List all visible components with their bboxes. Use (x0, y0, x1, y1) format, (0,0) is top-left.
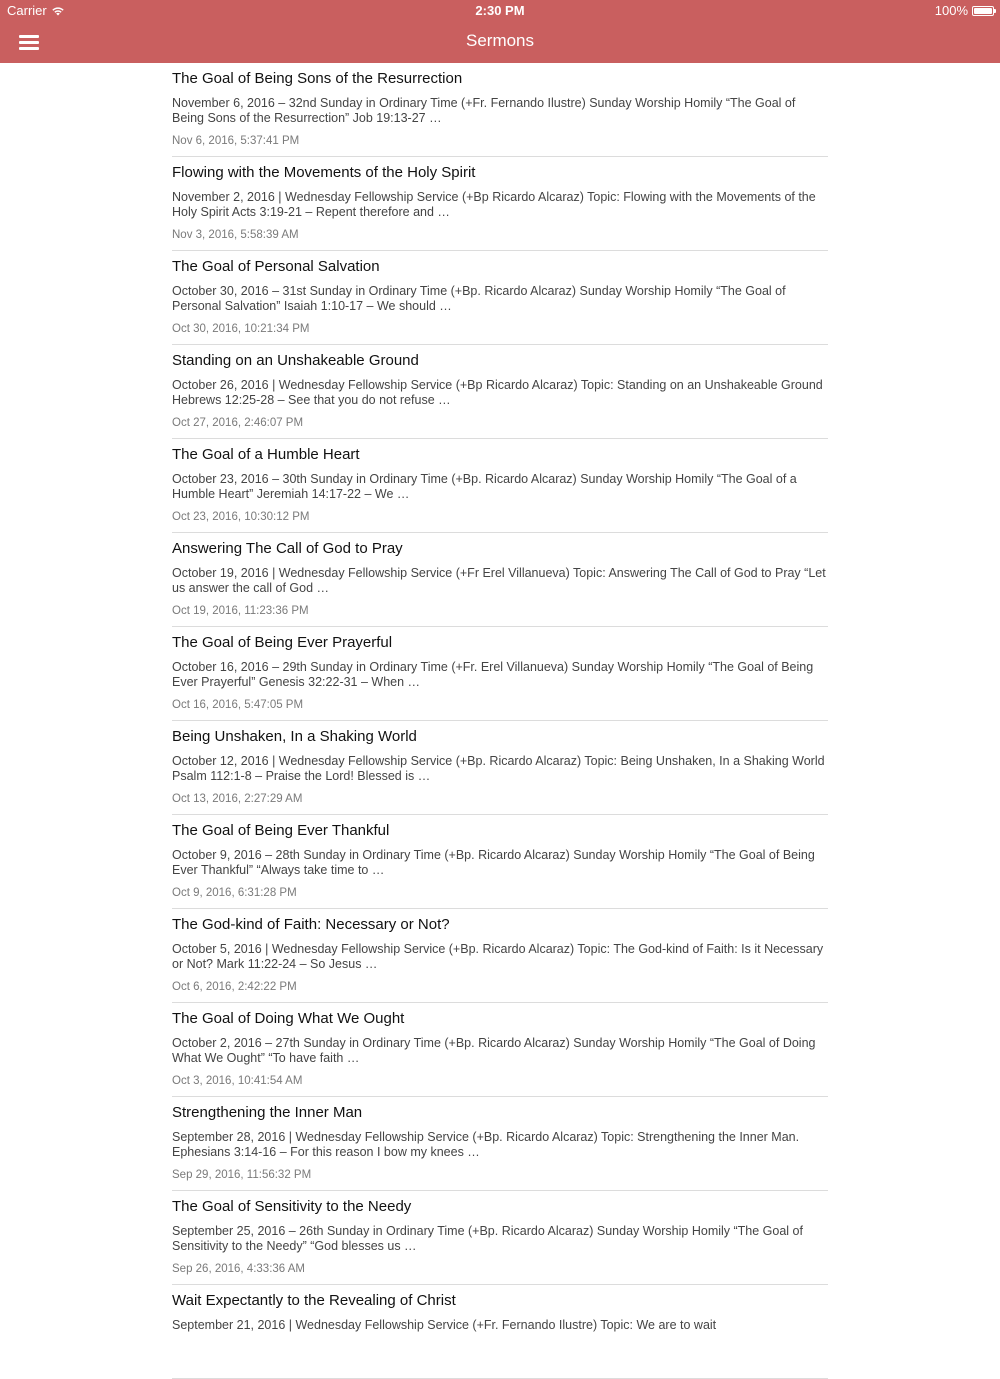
sermon-list-item[interactable] (172, 1003, 828, 1097)
sermon-list-item[interactable] (172, 627, 828, 721)
sermon-date: Oct 30, 2016, 10:21:34 PM (172, 323, 310, 335)
sermon-title: The Goal of Being Ever Prayerful (172, 634, 393, 651)
sermon-list-item[interactable] (172, 721, 828, 815)
sermon-date: Oct 19, 2016, 11:23:36 PM (172, 605, 309, 617)
sermon-list-item[interactable] (172, 157, 828, 251)
status-time: 2:30 PM (475, 3, 525, 18)
sermon-date: Nov 6, 2016, 5:37:41 PM (172, 135, 300, 147)
status-bar (0, 0, 1000, 20)
sermon-date: Sep 29, 2016, 11:56:32 PM (172, 1169, 312, 1181)
sermon-excerpt: October 19, 2016 | Wednesday Fellowship Service (+Fr Erel Villanueva) Topic: Answering The Call of God to Pray “Let us answer the call of God … (172, 566, 826, 595)
sermon-date: Oct 3, 2016, 10:41:54 AM (172, 1075, 303, 1087)
sermon-title: The Goal of Personal Salvation (172, 258, 380, 275)
sermon-excerpt: October 26, 2016 | Wednesday Fellowship Service (+Bp Ricardo Alcaraz) Topic: Standing on an Unshakeable Ground Hebrews 12:25-28 – See that you do not refuse … (172, 378, 823, 407)
sermon-excerpt: October 30, 2016 – 31st Sunday in Ordinary Time (+Bp. Ricardo Alcaraz) Sunday Worship Homily “The Goal of Personal Salvation” Isaiah 1:10-17 – We should … (172, 284, 786, 313)
sermon-excerpt: October 9, 2016 – 28th Sunday in Ordinary Time (+Bp. Ricardo Alcaraz) Sunday Worship Homily “The Goal of Being Ever Thankful” “Always take time to … (172, 848, 815, 877)
sermon-title: The Goal of a Humble Heart (172, 446, 360, 463)
sermon-excerpt: September 21, 2016 | Wednesday Fellowship Service (+Fr. Fernando Ilustre) Topic: We are to wait (172, 1318, 717, 1332)
page-title: Sermons (465, 31, 535, 50)
sermon-date: Oct 6, 2016, 2:42:22 PM (172, 981, 297, 993)
sermon-list-item[interactable] (172, 815, 828, 909)
sermon-title: Flowing with the Movements of the Holy Spirit (172, 164, 476, 181)
sermon-title: Wait Expectantly to the Revealing of Christ (172, 1292, 456, 1309)
sermon-list-item[interactable] (172, 345, 828, 439)
sermon-excerpt: October 5, 2016 | Wednesday Fellowship Service (+Bp. Ricardo Alcaraz) Topic: The God-kind of Faith: Is it Necessary or Not? Mark 11:22-24 – So Jesus … (172, 942, 824, 971)
sermon-excerpt: October 16, 2016 – 29th Sunday in Ordinary Time (+Fr. Erel Villanueva) Sunday Worship Homily “The Goal of Being Ever Prayerful” Genesis 32:22-31 – When … (172, 660, 814, 689)
sermon-list (172, 63, 828, 1379)
sermon-title: The Goal of Being Sons of the Resurrection (172, 70, 463, 87)
sermon-title: The Goal of Being Ever Thankful (172, 822, 390, 839)
sermon-date: Nov 3, 2016, 5:58:39 AM (172, 229, 299, 241)
sermon-excerpt: September 28, 2016 | Wednesday Fellowship Service (+Bp. Ricardo Alcaraz) Topic: Strengthening the Inner Man. Ephesians 3:14-16 – For this reason I bow my knees … (172, 1130, 800, 1159)
sermon-list-item[interactable] (172, 439, 828, 533)
sermon-date: Sep 26, 2016, 4:33:36 AM (172, 1263, 305, 1275)
battery-percent: 100% (934, 3, 968, 18)
sermon-title: The Goal of Doing What We Ought (172, 1010, 405, 1027)
sermon-excerpt: October 23, 2016 – 30th Sunday in Ordinary Time (+Bp. Ricardo Alcaraz) Sunday Worship Homily “The Goal of a Humble Heart” Jeremiah 14:17-22 – We … (172, 472, 797, 501)
sermon-excerpt: September 25, 2016 – 26th Sunday in Ordinary Time (+Bp. Ricardo Alcaraz) Sunday Worship Homily “The Goal of Sensitivity to the Needy” “God blesses us … (172, 1224, 803, 1253)
sermon-list-item[interactable] (172, 63, 828, 157)
sermon-excerpt: October 2, 2016 – 27th Sunday in Ordinary Time (+Bp. Ricardo Alcaraz) Sunday Worship Homily “The Goal of Doing What We Ought” “To have faith … (172, 1036, 816, 1065)
sermon-list-item[interactable] (172, 909, 828, 1003)
sermon-title: Answering The Call of God to Pray (172, 540, 403, 557)
sermon-date: Oct 23, 2016, 10:30:12 PM (172, 511, 310, 523)
sermon-excerpt: November 6, 2016 – 32nd Sunday in Ordinary Time (+Fr. Fernando Ilustre) Sunday Worship Homily “The Goal of Being Sons of the Resurrection” Job 19:13-27 … (172, 96, 796, 125)
top-bar (0, 0, 1000, 63)
battery-icon (972, 6, 994, 16)
sermon-title: Being Unshaken, In a Shaking World (172, 728, 417, 745)
sermon-list-item[interactable] (172, 533, 828, 627)
sermon-list-item[interactable] (172, 1285, 828, 1379)
sermon-excerpt: October 12, 2016 | Wednesday Fellowship Service (+Bp. Ricardo Alcaraz) Topic: Being Unshaken, In a Shaking World Psalm 112:1-8 – Praise the Lord! Blessed is … (172, 754, 825, 783)
sermon-title: The Goal of Sensitivity to the Needy (172, 1198, 412, 1215)
sermon-list-item[interactable] (172, 251, 828, 345)
sermon-excerpt: November 2, 2016 | Wednesday Fellowship Service (+Bp Ricardo Alcaraz) Topic: Flowing with the Movements of the Holy Spirit Acts 3:19-21 – Repent therefore and … (172, 190, 816, 219)
sermon-date: Oct 9, 2016, 6:31:28 PM (172, 887, 297, 899)
sermon-date: Oct 27, 2016, 2:46:07 PM (172, 417, 304, 429)
status-battery-group (935, 3, 994, 18)
carrier-label: Carrier (7, 3, 47, 18)
sermon-list-item[interactable] (172, 1191, 828, 1285)
sermon-date: Oct 16, 2016, 5:47:05 PM (172, 699, 304, 711)
sermon-list-item[interactable] (172, 1097, 828, 1191)
sermon-title: Standing on an Unshakeable Ground (172, 352, 419, 369)
nav-bar (0, 20, 1000, 63)
sermon-date: Oct 13, 2016, 2:27:29 AM (172, 793, 303, 805)
sermon-title: Strengthening the Inner Man (172, 1104, 363, 1121)
sermon-title: The God-kind of Faith: Necessary or Not? (172, 916, 450, 933)
